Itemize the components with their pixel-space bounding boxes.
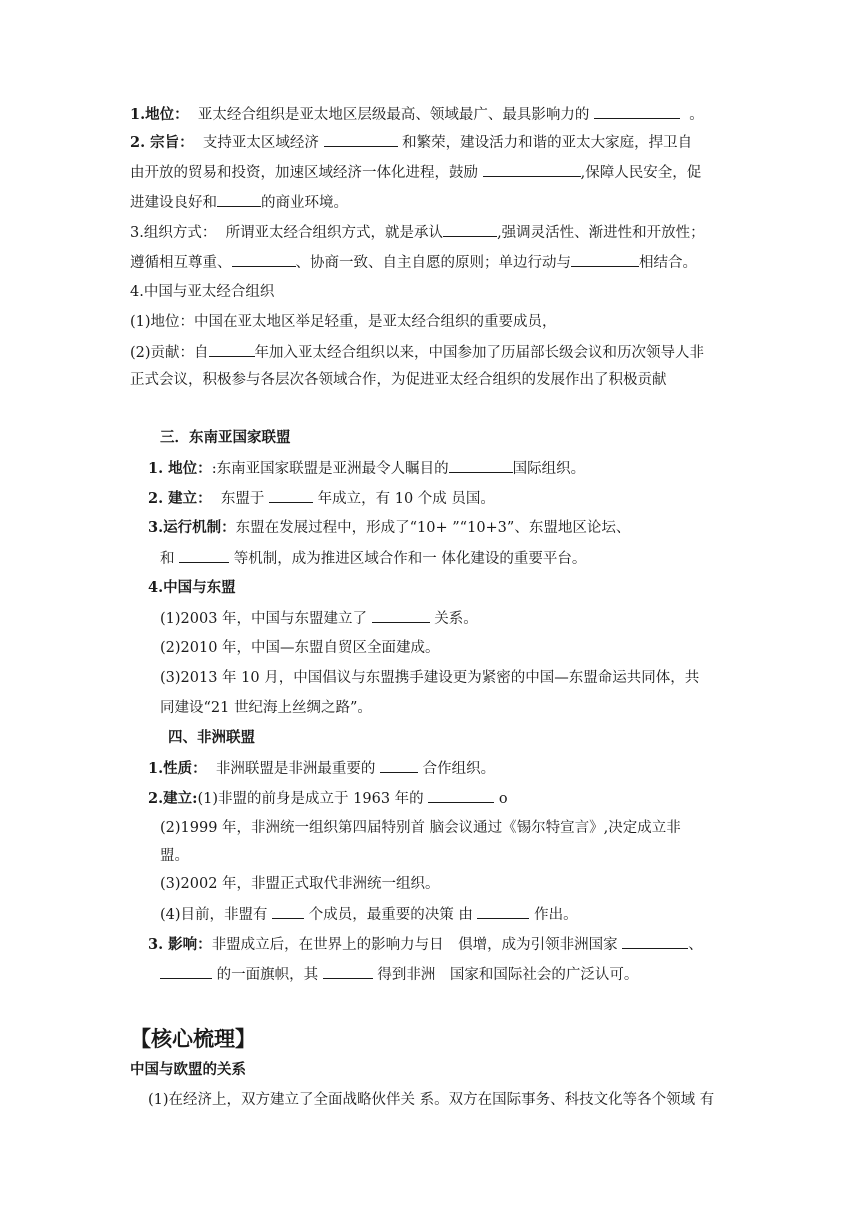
fill-blank[interactable] [323, 964, 373, 979]
s1-line-7: 4.中国与亚太经合组织 [130, 284, 275, 300]
fill-blank[interactable] [594, 104, 680, 119]
fill-blank[interactable] [217, 192, 261, 207]
s4-line-1: (1)在经济上，双方建立了全面战略伙伴关 系。双方在国际事务、科技文化等各个领域 有 [148, 1092, 715, 1108]
section-title-asean: 三．东南亚国家联盟 [160, 429, 291, 446]
s1-line-8: (1)地位：中国在亚太地区举足轻重，是亚太经合组织的重要成员， [130, 314, 557, 330]
fill-blank[interactable] [449, 458, 513, 473]
fill-blank[interactable] [372, 608, 430, 623]
fill-blank[interactable] [443, 222, 497, 237]
label-position: 1.地位： [130, 106, 189, 123]
s2-line-7: (2)2010 年，中国—东盟自贸区全面建成。 [160, 640, 440, 656]
s1-line-5: 3.组织方式： 所谓亚太经合组织方式，就是承认 ,强调灵活性、渐进性和开放性； [130, 222, 705, 243]
fill-blank[interactable] [380, 758, 418, 773]
s3-line-1: 1.性质： 非洲联盟是非洲最重要的 合作组织。 [148, 760, 496, 777]
s2-line-5: 4.中国与东盟 [148, 579, 236, 596]
china-eu-subheading: 中国与欧盟的关系 [130, 1061, 246, 1078]
s2-line-9: 同建设“21 世纪海上丝绸之路”。 [160, 700, 372, 716]
fill-blank[interactable] [477, 904, 529, 919]
s2-line-6: (1)2003 年，中国与东盟建立了 关系。 [160, 608, 478, 629]
fill-blank[interactable] [571, 252, 639, 267]
s1-line-9: (2)贡献：自 年加入亚太经合组织以来，中国参加了历届部长级会议和历次领导人非 [130, 342, 704, 363]
fill-blank[interactable] [269, 488, 313, 503]
s3-line-8: 的一面旗帜，其 得到非洲 国家和国际社会的广泛认可。 [160, 964, 638, 985]
fill-blank[interactable] [232, 252, 296, 267]
s2-line-8: (3)2013 年 10 月，中国倡议与东盟携手建设更为紧密的中国—东盟命运共同体，共 [160, 670, 700, 686]
s1-line-2: 2. 宗旨： 支持亚太区域经济 和繁荣，建设活力和谐的亚太大家庭，捍卫自 [130, 134, 693, 151]
fill-blank[interactable] [324, 132, 398, 147]
s3-line-7: 3. 影响：非盟成立后，在世界上的影响力与日 倶增，成为引领非洲国家 、 [148, 936, 703, 953]
s2-line-3: 3.运行机制：东盟在发展过程中，形成了“10+ ”“10+3”、东盟地区论坛、 [148, 519, 631, 536]
s3-line-2: 2.建立:(1)非盟的前身是成立于 1963 年的 o [148, 790, 508, 807]
core-summary-heading: 【核心梳理】 [130, 1026, 256, 1051]
fill-blank[interactable] [179, 548, 229, 563]
s1-line-4: 进建设良好和 的商业环境。 [130, 192, 348, 213]
fill-blank[interactable] [272, 904, 304, 919]
fill-blank[interactable] [622, 934, 688, 949]
s1-line-1: 1.地位： 亚太经合组织是亚太地区层级最高、领域最广、最具影响力的 。 [130, 106, 704, 123]
s2-line-1: 1. 地位：:东南亚国家联盟是亚洲最令人瞩目的 国际组织。 [148, 460, 586, 477]
s3-line-6: (4)目前，非盟有 个成员，最重要的决策 由 作出。 [160, 904, 578, 925]
s3-line-5: (3)2002 年，非盟正式取代非洲统一组织。 [160, 876, 440, 892]
s1-line-6: 遵循相互尊重、 、协商一致、自主自愿的原则；单边行动与 相结合。 [130, 252, 697, 273]
fill-blank[interactable] [483, 162, 581, 177]
fill-blank[interactable] [160, 964, 212, 979]
s2-line-4: 和 等机制，成为推进区域合作和一 体化建设的重要平台。 [160, 548, 586, 569]
section-title-au: 四、非洲联盟 [168, 729, 255, 746]
s1-line-3: 由开放的贸易和投资，加速区域经济一体化进程，鼓励 ,保障人民安全，促 [130, 162, 701, 183]
fill-blank[interactable] [428, 788, 494, 803]
s1-line-10: 正式会议，积极参与各层次各领域合作，为促进亚太经合组织的发展作出了积极贡献 [130, 372, 667, 388]
fill-blank[interactable] [209, 342, 255, 357]
s3-line-4: 盟。 [160, 848, 189, 864]
s2-line-2: 2. 建立： 东盟于 年成立，有 10 个成 员国。 [148, 490, 495, 507]
s3-line-3: (2)1999 年，非洲统一组织第四届特别首 脑会议通过《锡尔特宣言》,决定成立非 [160, 820, 681, 836]
